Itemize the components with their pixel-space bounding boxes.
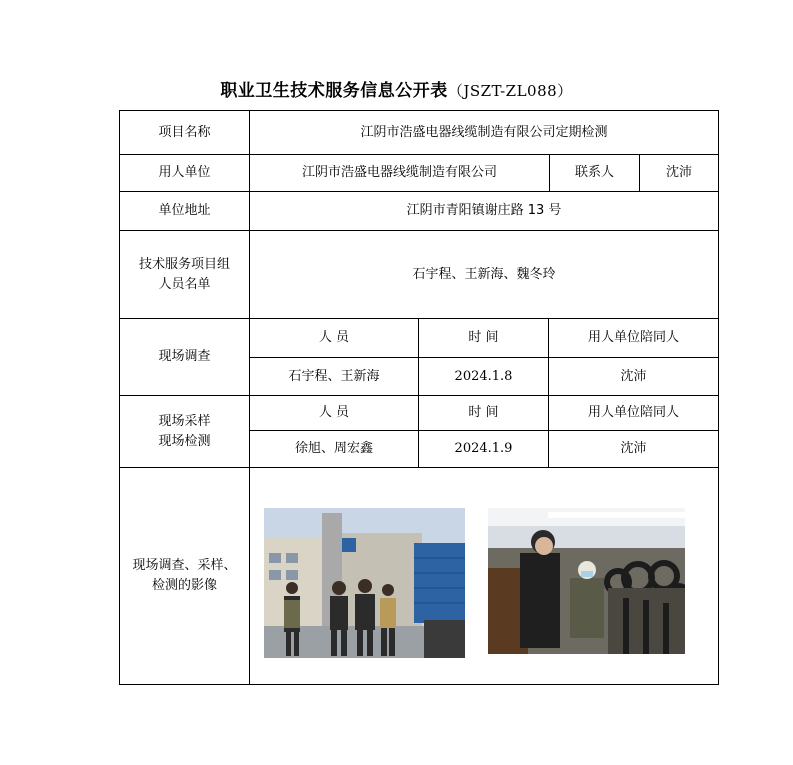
survey-header-time: 时 间 bbox=[418, 318, 549, 358]
images-label bbox=[119, 467, 250, 685]
team-value: 石宇程、王新海、魏冬玲 bbox=[249, 230, 719, 319]
survey-header-escort: 用人单位陪同人 bbox=[548, 318, 719, 358]
team-label bbox=[119, 230, 250, 319]
project-name-value: 江阴市浩盛电器线缆制造有限公司定期检测 bbox=[249, 110, 719, 155]
info-table bbox=[119, 110, 719, 685]
sampling-label-line2: 现场检测 bbox=[158, 433, 211, 449]
sampling-label bbox=[119, 395, 250, 468]
team-label-line1: 技术服务项目组 bbox=[138, 256, 230, 272]
sampling-label-line1: 现场采样 bbox=[158, 413, 211, 429]
survey-person: 石宇程、王新海 bbox=[249, 357, 419, 396]
employer-label: 用人单位 bbox=[119, 154, 250, 192]
sampling-person: 徐旭、周宏鑫 bbox=[249, 430, 419, 468]
title-code: （JSZT-ZL088） bbox=[447, 82, 573, 100]
survey-label: 现场调查 bbox=[119, 318, 250, 396]
team-label-line2: 人员名单 bbox=[158, 276, 211, 292]
site-photo-indoor bbox=[488, 508, 685, 654]
survey-header-person: 人 员 bbox=[249, 318, 419, 358]
sampling-escort: 沈沛 bbox=[548, 430, 719, 468]
project-name-label: 项目名称 bbox=[119, 110, 250, 155]
employer-value: 江阴市浩盛电器线缆制造有限公司 bbox=[249, 154, 550, 192]
document-title bbox=[0, 76, 793, 101]
address-label: 单位地址 bbox=[119, 191, 250, 231]
sampling-header-time: 时 间 bbox=[418, 395, 549, 431]
sampling-time: 2024.1.9 bbox=[418, 430, 549, 468]
images-label-line2: 检测的影像 bbox=[151, 578, 217, 593]
sampling-header-person: 人 员 bbox=[249, 395, 419, 431]
survey-time: 2024.1.8 bbox=[418, 357, 549, 396]
sampling-header-escort: 用人单位陪同人 bbox=[548, 395, 719, 431]
contact-value: 沈沛 bbox=[639, 154, 719, 192]
title-main: 职业卫生技术服务信息公开表 bbox=[220, 81, 448, 101]
images-label-line1: 现场调查、采样、 bbox=[132, 558, 237, 573]
survey-escort: 沈沛 bbox=[548, 357, 719, 396]
address-value: 江阴市青阳镇谢庄路 13 号 bbox=[249, 191, 719, 231]
site-photo-outdoor bbox=[264, 508, 465, 658]
contact-label: 联系人 bbox=[549, 154, 640, 192]
